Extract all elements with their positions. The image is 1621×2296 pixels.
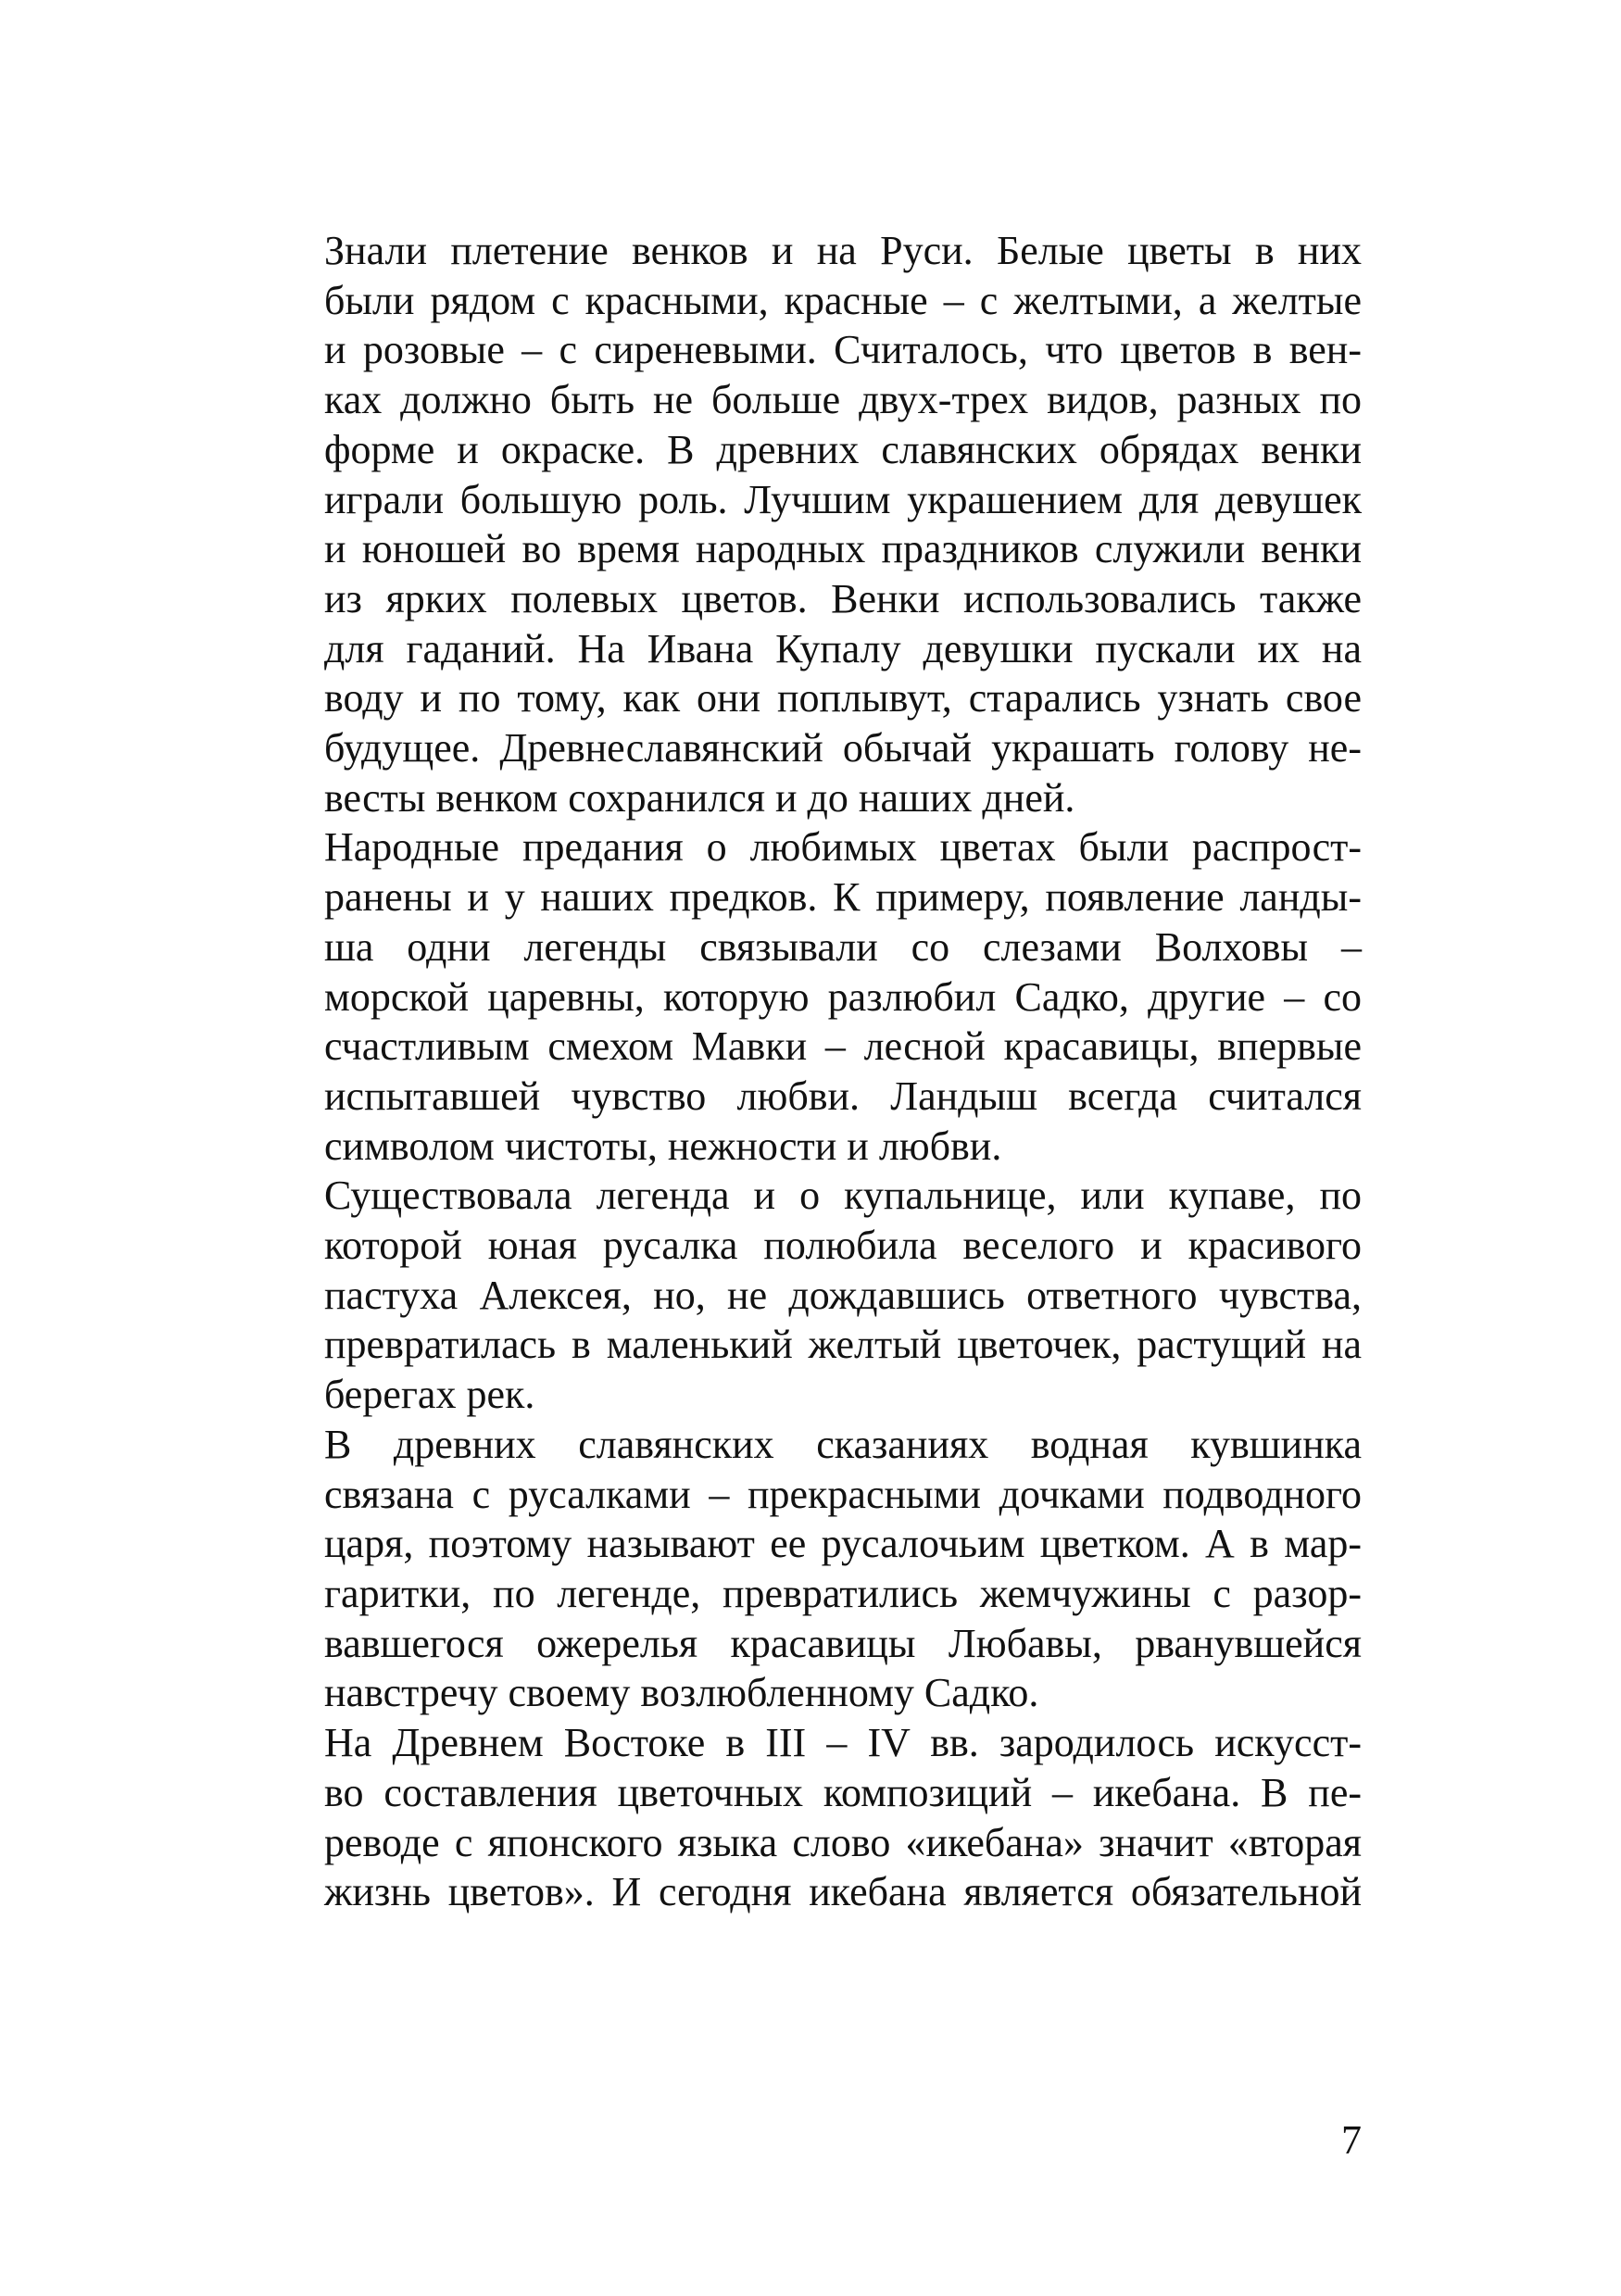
text-line: В древних славянских сказаниях водная кувшинка [324,1421,1362,1467]
text-line: превратилась в маленький желтый цветочек, растущий на [324,1322,1362,1368]
text-line: Народные предания о любимых цветах были распрост- [324,824,1362,871]
text-line: воду и по тому, как они поплывут, старались узнать свое [324,675,1362,721]
text-line: во составления цветочных композиций – икебана. В пе- [324,1769,1362,1815]
body-text [266,226,1362,1917]
text-line: связана с русалками – прекрасными дочками подводного [324,1471,1362,1517]
text-line: пастуха Алексея, но, не дождавшись ответного чувства, [324,1272,1362,1318]
text-line: ках должно быть не больше двух-трех видов, разных по [324,377,1362,423]
paragraph-globeflower [266,1171,1362,1420]
text-line: и юношей во время народных праздников служили венки [324,526,1362,572]
text-line: Знали плетение венков и на Руси. Белые цветы в них [324,228,1362,273]
text-line: будущее. Древнеславянский обычай украшать голову не- [324,725,1362,772]
text-line: символом чистоты, нежности и любви. [324,1123,1002,1169]
text-line: берегах рек. [324,1372,535,1418]
text-line: реводе с японского языка слово «икебана» значит «вторая [324,1819,1362,1865]
text-line: играли большую роль. Лучшим украшением для девушек [324,476,1362,522]
text-line: ранены и у наших предков. К примеру, появление ланды- [324,874,1362,921]
paragraph-lily-of-the-valley [266,822,1362,1171]
paragraph-ikebana [266,1718,1362,1917]
text-line: были рядом с красными, красные – с желтыми, а желтые [324,277,1362,323]
paragraph-wreaths [266,226,1362,822]
text-line: счастливым смехом Мавки – лесной красавицы, впервые [324,1023,1362,1070]
text-line: весты венком сохранился и до наших дней. [324,774,1075,821]
text-line: гаритки, по легенде, превратились жемчужины с разор- [324,1570,1362,1616]
text-line: Существовала легенда и о купальнице, или купаве, по [324,1173,1362,1219]
text-line: жизнь цветов». И сегодня икебана является обязательной [324,1869,1362,1915]
text-line: для гаданий. На Ивана Купалу девушки пускали их на [324,625,1362,671]
text-line: которой юная русалка полюбила веселого и красивого [324,1223,1362,1269]
text-line: царя, поэтому называют ее русалочьим цветком. А в мар- [324,1521,1362,1567]
paragraph-water-lily [266,1420,1362,1718]
text-line: и розовые – с сиреневыми. Считалось, что цветов в вен- [324,327,1362,373]
text-line: из ярких полевых цветов. Венки использовались также [324,575,1362,621]
text-line: ша одни легенды связывали со слезами Волховы – [324,923,1362,970]
text-line: На Древнем Востоке в III – IV вв. зародилось искусст- [324,1720,1362,1766]
text-line: испытавшей чувство любви. Ландыш всегда считался [324,1073,1362,1119]
text-line: навстречу своему возлюбленному Садко. [324,1670,1039,1716]
text-line: форме и окраске. В древних славянских обрядах венки [324,426,1362,472]
page-number: 7 [1341,2117,1362,2163]
text-line: вавшегося ожерелья красавицы Любавы, рванувшейся [324,1620,1362,1666]
text-line: морской царевны, которую разлюбил Садко, другие – со [324,973,1362,1020]
